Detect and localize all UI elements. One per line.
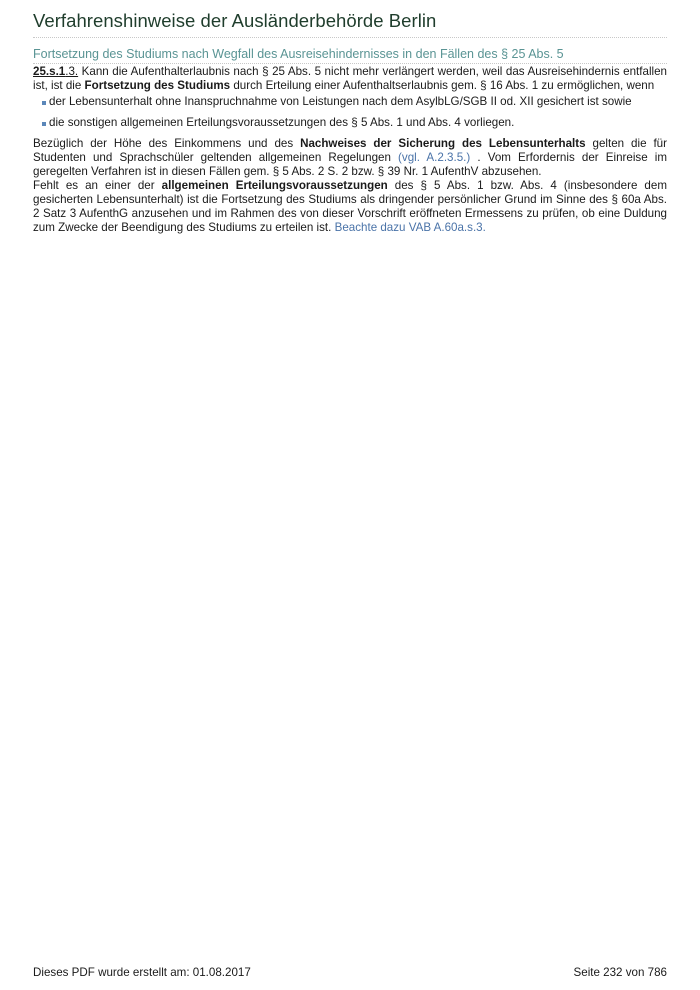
reference-link-a-2-3-5[interactable]: (vgl. A.2.3.5.) (398, 151, 471, 164)
paragraph-text: durch Erteilung einer Aufenthaltserlaubnis gem. § 16 Abs. 1 zu ermöglichen, wenn (230, 79, 655, 92)
reference-link-vab-a-60a[interactable]: Beachte dazu VAB A.60a.s.3. (334, 221, 486, 234)
footer-created-date: Dieses PDF wurde erstellt am: 01.08.2017 (33, 966, 251, 979)
page-title: Verfahrenshinweise der Ausländerbehörde Berlin (33, 10, 437, 31)
bold-term: allgemeinen Erteilungsvoraussetzungen (161, 179, 388, 192)
bold-term: Nachweises der Sicherung des Lebensunterhalts (300, 137, 586, 150)
list-item (43, 95, 667, 109)
paragraph-text: . Vom Erfordernis der Einreise im geregelten Verfahren ist in diesen Fällen gem. § 5 Abs. 2 S. 2 bzw. § 39 Nr. 1 AufenthV abzusehen. (33, 151, 668, 178)
list-item-text: der Lebensunterhalt ohne Inanspruchnahme von Leistungen nach dem AsylbLG/SGB II od. XII gesichert ist sowie (49, 95, 632, 108)
paragraph-text: Kann die Aufenthalterlaubnis nach § 25 Abs. 5 nicht mehr verlängert werden, weil das Ausreisehindernis entfallen ist, ist die (33, 65, 667, 92)
bold-term: Fortsetzung des Studiums (84, 79, 231, 92)
paragraph-text: Fehlt es an einer der (33, 179, 162, 192)
title-divider (33, 37, 667, 38)
paragraph-number: 25.s.1 (33, 65, 66, 78)
condition-list (33, 95, 667, 130)
list-item-text: die sonstigen allgemeinen Erteilungsvoraussetzungen des § 5 Abs. 1 und Abs. 4 vorliegen. (49, 116, 515, 129)
square-bullet-icon (42, 122, 46, 126)
paragraph-text: des § 5 Abs. 1 bzw. Abs. 4 (insbesondere dem gesicherten Lebensunterhalt) ist die Fortsetzung des Studiums als dringender persönlicher Grund im Sinne des § 60a Abs. 2 Satz 3 AufenthG anzusehen und im Rahmen des von dieser Vorschrift eröffneten Ermessens zu prüfen, ob eine Duldung zum Zwecke der Beendigung des Studiums zu erteilen ist. (33, 179, 667, 234)
paragraph-text: gelten die für Studenten und Sprachschüler geltenden allgemeinen Regelungen (33, 137, 667, 164)
paragraph-25-s-1-3 (33, 65, 667, 93)
paragraph-missing-requirements (33, 179, 667, 235)
list-item (43, 116, 667, 130)
paragraph-income (33, 137, 667, 179)
section-divider (33, 63, 667, 64)
section-heading: Fortsetzung des Studiums nach Wegfall des Ausreisehindernisses in den Fällen des § 25 Abs. 5 (33, 47, 564, 61)
paragraph-text: Bezüglich der Höhe des Einkommens und des (33, 137, 301, 150)
document-body (33, 65, 667, 235)
footer-page-number: Seite 232 von 786 (573, 966, 667, 979)
square-bullet-icon (42, 101, 46, 105)
paragraph-number-suffix: .3. (65, 65, 79, 78)
